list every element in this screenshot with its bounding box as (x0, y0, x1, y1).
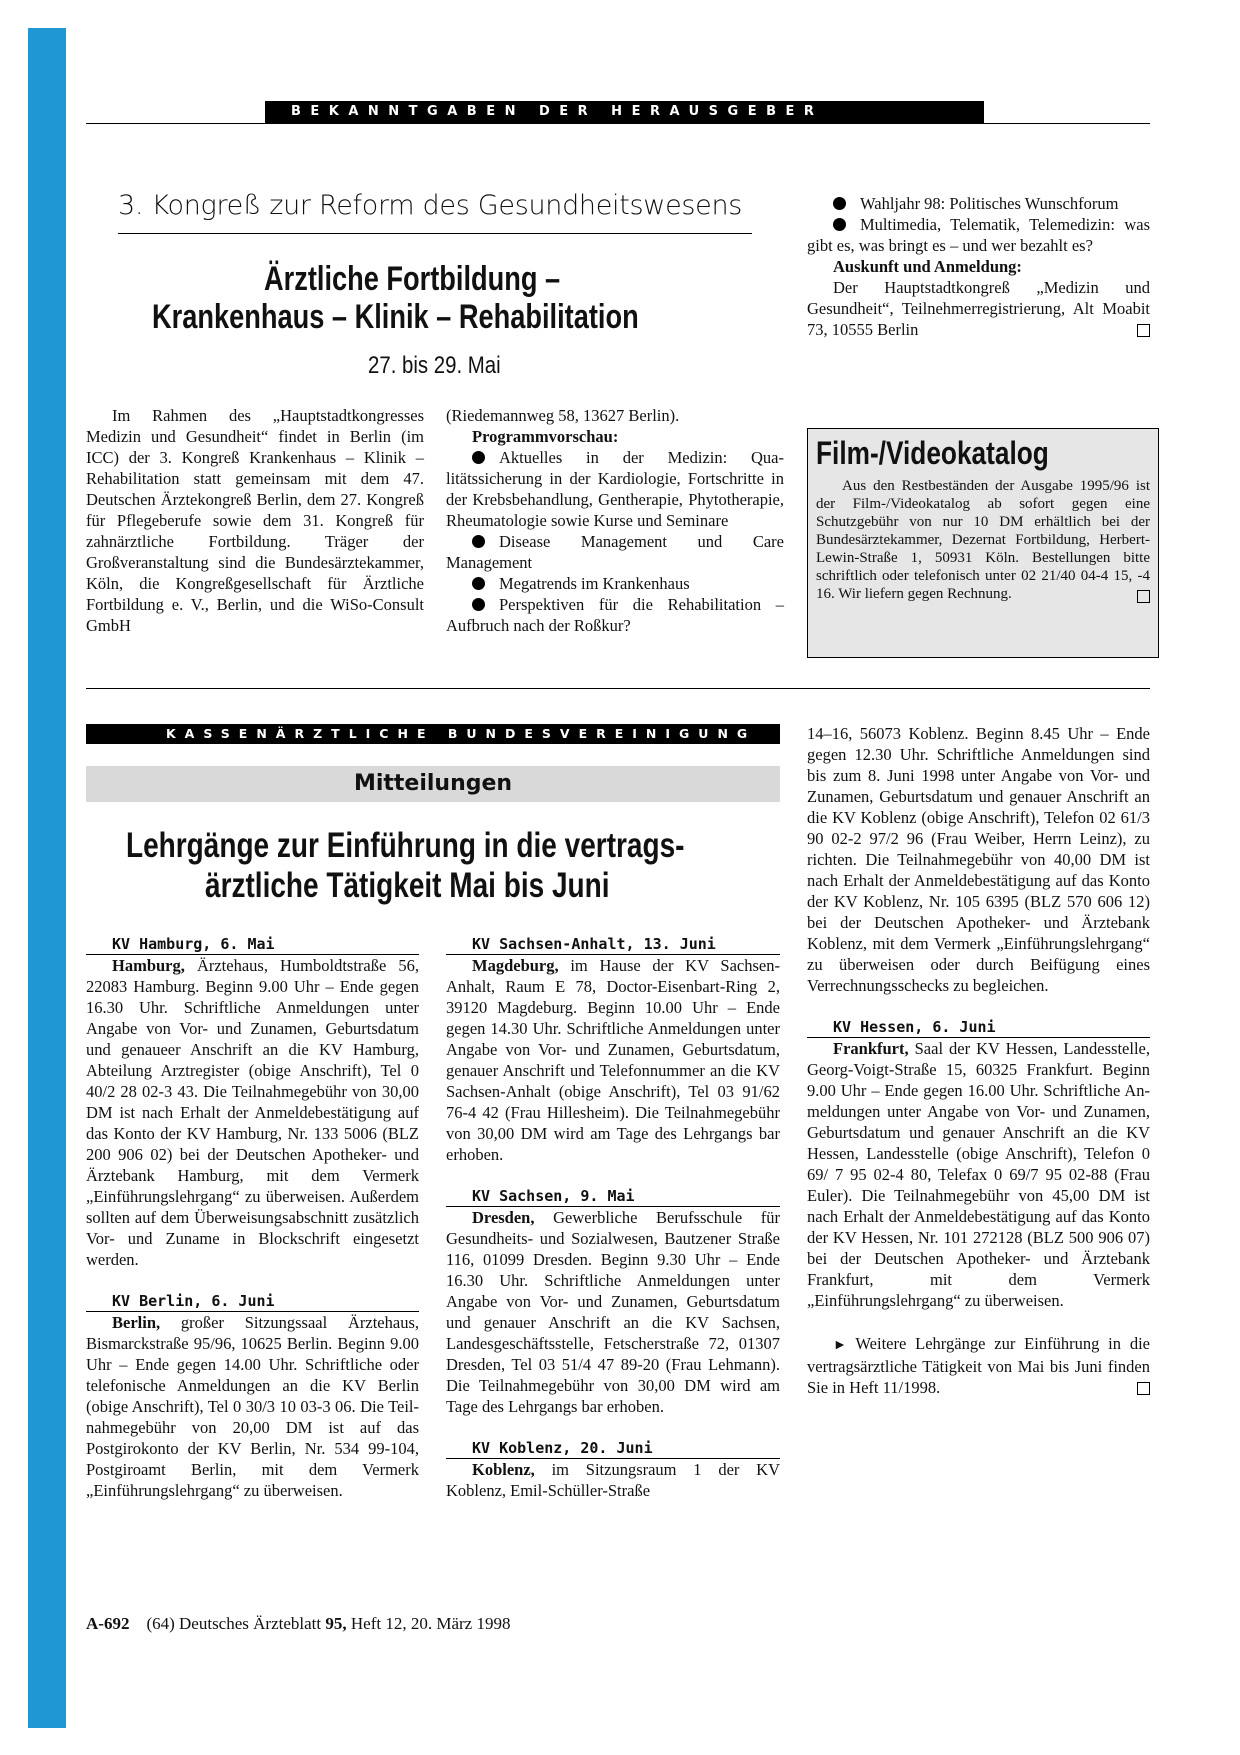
end-mark-icon (1137, 324, 1150, 337)
page-edge-bar (28, 28, 66, 1728)
program-item: Perspektiven für die Rehabilitation – Aufbruch nach der Roßkur? (446, 595, 784, 635)
end-mark-icon (1137, 590, 1150, 603)
kv-hessen-heading: KV Hessen, 6. Juni (807, 1018, 1150, 1038)
contact-text: Der Hauptstadtkongreß „Medizin und Gesundheit“, Teilnehmerregistrierung, Alt Moabit 73, 10555 Berlin (807, 278, 1150, 339)
article-kicker: 3. Kongreß zur Reform des Gesundheitswesens (118, 190, 743, 221)
program-item: Aktuelles in der Medizin: Qualitätssicherung in der Kardiologie, Fortschritte in der Krebsbehandlung, Gentherapie, Phytotherapie, Rheumatologie sowie Kurse und Seminare (446, 448, 784, 530)
journal-name: (64) Deutsches Ärzteblatt (146, 1614, 326, 1633)
bullet-icon (472, 451, 485, 464)
kv-koblenz-text: Koblenz, im Sitzungsraum 1 der KV Koblenz, Emil-Schüller-Straße (446, 1460, 780, 1500)
header-rule (86, 123, 1150, 124)
kbv-header-bar (86, 724, 780, 744)
article-title-line2: Krankenhaus – Klinik – Rehabilitation (152, 298, 639, 336)
kbv-title-line1: Lehrgänge zur Einführung in die vertrags- (126, 826, 685, 865)
kbv-column-2 (446, 935, 780, 1501)
journal-volume: 95, (325, 1614, 347, 1633)
program-heading: Programmvorschau: (472, 427, 619, 446)
kbv-column-1 (86, 935, 419, 1501)
venue-address: (Riedemannweg 58, 13627 Berlin). (446, 406, 680, 425)
top-column-1 (86, 405, 424, 636)
film-catalog-box (807, 428, 1159, 658)
article-dates: 27. bis 29. Mai (368, 352, 501, 379)
program-item: Megatrends im Krankenhaus (446, 573, 784, 594)
arrow-right-icon: ► (833, 1338, 847, 1353)
bullet-icon (472, 598, 485, 611)
section-divider (86, 688, 1150, 689)
kv-berlin-heading: KV Berlin, 6. Juni (86, 1292, 419, 1312)
bullet-icon (833, 218, 846, 231)
kv-berlin-text: Berlin, großer Sitzungssaal Ärztehaus, Bismarckstraße 95/96, 10625 Berlin. Beginn 9.00 Uhr – Ende gegen 14.00 Uhr. Schriftliche oder telefonische Anmeldungen an die KV Berlin (obige Anschrift), Tel 0 30/3 10 03-3 06. Die Teilnahmegebühr von 20,00 DM ist auf das Postgirokonto der KV Berlin, Nr. 534 99-104, Postgiroamt Berlin, mit dem Vermerk „Einführungslehrgang“ zu überweisen. (86, 1313, 419, 1500)
bullet-icon (833, 197, 846, 210)
kv-sachsen-heading: KV Sachsen, 9. Mai (446, 1187, 780, 1207)
bullet-icon (472, 577, 485, 590)
film-catalog-title: Film-/Videokatalog (816, 435, 1049, 471)
kbv-header-text: KASSENÄRZTLICHE BUNDESVEREINIGUNG (166, 726, 757, 741)
kbv-title-line2: ärztliche Tätigkeit Mai bis Juni (205, 866, 610, 905)
end-mark-icon (1137, 1382, 1150, 1395)
bullet-icon (472, 535, 485, 548)
kv-sachsen-anhalt-heading: KV Sachsen-Anhalt, 13. Juni (446, 935, 780, 955)
journal-issue: Heft 12, 20. März 1998 (346, 1614, 511, 1633)
kv-koblenz-text-cont: 14–16, 56073 Koblenz. Beginn 8.45 Uhr – Ende gegen 12.30 Uhr. Schriftliche Anmeldungen sind bis zum 8. Juni 1998 unter Angabe von Vor- und Zunamen, Geburtsdatum und genauer Anschrift an die KV Koblenz (obige Anschrift), Telefon 02 61/3 90 02-2 97/2 96 (Frau Weiber, Herrn Leinz), zu richten. Die Teilnahmegebühr von 40,00 DM ist nach Erhalt der Anmeldebestätigung auf das Konto der KV Koblenz, Nr. 105 6395 (BLZ 570 606 12) bei der Deutschen Apotheker- und Ärztebank Koblenz, mit dem Vermerk „Einführungslehrgang“ zu überweisen oder durch Beifügung eines Verrechnungsschecks zu begleichen. (807, 724, 1150, 995)
kicker-rule (118, 233, 752, 234)
top-column-3 (807, 193, 1150, 340)
kbv-subhead: Mitteilungen (86, 766, 780, 802)
kv-sachsen-text: Dresden, Gewerbliche Berufsschule für Gesundheits- und Sozialwesen, Bautzener Straße 116, 01099 Dresden. Beginn 9.30 Uhr – Ende 16.30 Uhr. Schriftliche Anmeldungen unter Angabe von Vor- und Zunamen, Geburtsdatum und genauer Anschrift an die KV Sachsen, Landesgeschäftsstelle, Fetscherstraße 72, 01307 Dresden, Tel 03 51/4 47 89-20 (Frau Lehmann). Die Teilnahmegebühr von 30,00 DM wird am Tage des Lehrgangs bar erhoben. (446, 1208, 780, 1416)
program-item: Disease Management und Care Management (446, 532, 784, 572)
kv-koblenz-heading: KV Koblenz, 20. Juni (446, 1439, 780, 1459)
kv-hamburg-heading: KV Hamburg, 6. Mai (86, 935, 419, 955)
program-item: Multimedia, Telematik, Telemedizin: was gibt es, was bringt es – und wer bezahlt es? (807, 215, 1150, 255)
article-title-line1: Ärztliche Fortbildung – (264, 260, 561, 298)
top-column-2 (446, 405, 784, 636)
kv-sachsen-anhalt-text: Magdeburg, im Hause der KV Sachsen-Anhalt, Raum E 78, Doctor-Eisenbart-Ring 2, 39120 Magdeburg. Beginn 10.00 Uhr – Ende gegen 14.30 Uhr. Schriftliche Anmeldungen unter Angabe von Vor- und Zunamen, Geburtsdatum, genauer Anschrift und Telefonnummer an die KV Sachsen-Anhalt (obige Anschrift), Tel 03 91/62 76-4 42 (Frau Hillesheim). Die Teilnahmegebühr von 30,00 DM wird am Tage des Lehrgangs bar erhoben. (446, 956, 780, 1164)
section-header-text: BEKANNTGABEN DER HERAUSGEBER (291, 104, 824, 119)
film-catalog-text: Aus den Restbeständen der Ausgabe 1995/96 ist der Film-/Videokatalog ab sofort gegen eine Schutzgebühr von nur 10 DM erhältlich bei der Bundesärztekammer, Dezernat Fortbildung, Herbert-Lewin-Straße 1, 50931 Köln. Bestellungen bitte schriftlich oder telefonisch unter 02 21/40 04-4 15, -4 16. Wir liefern gegen Rechnung. (816, 478, 1150, 602)
section-header-bar (265, 101, 984, 123)
page-number: A-692 (86, 1614, 130, 1633)
kbv-column-3 (807, 723, 1150, 1398)
program-item: Wahljahr 98: Politisches Wunschforum (807, 193, 1150, 214)
more-courses-note: ► Weitere Lehrgänge zur Einführung in die vertragsärztliche Tätigkeit von Mai bis Juni finden Sie in Heft 11/1998. (807, 1334, 1150, 1397)
kv-hessen-text: Frankfurt, Saal der KV Hessen, Landesstelle, Georg-Voigt-Straße 15, 60325 Frankfurt. Beginn 9.00 Uhr – Ende gegen 16.00 Uhr. Schriftliche Anmeldungen unter Angabe von Vor- und Zunamen, Geburtsdatum und genauer Anschrift an die KV Hessen, Landesstelle (obige Anschrift), Telefon 0 69/ 7 95 02-4 80, Telefax 0 69/7 95 02-88 (Frau Euler). Die Teilnahmegebühr von 45,00 DM ist nach Erhalt der Anmeldebestätigung auf das Konto der KV Hessen, Nr. 101 272128 (BLZ 500 906 07) bei der Deutschen Apotheker- und Ärztebank Frankfurt, mit dem Vermerk „Einführungslehrgang“ zu überweisen. (807, 1039, 1150, 1310)
kv-hamburg-text: Hamburg, Ärztehaus, Humboldtstraße 56, 22083 Hamburg. Beginn 9.00 Uhr – Ende gegen 16.30 Uhr. Schriftliche Anmeldungen unter Angabe von Vor- und Zunamen, Geburtsdatum und genaueer Anschrift an die KV Hamburg, Abteilung Arztregister (obige Anschrift), Tel 0 40/2 28 02-3 43. Die Teilnahmegebühr von 30,00 DM ist nach Erhalt der Anmeldebestätigung auf das Konto der KV Hamburg, Nr. 133 5006 (BLZ 200 906 02) bei der Deutschen Apotheker- und Ärztebank Hamburg, mit dem Vermerk „Einführungslehrgang“ zu überweisen. Außerdem sollten auf dem Überweisungsabschnitt zusätzlich Vor- und Zuname in Blockschrift eingesetzt werden. (86, 956, 419, 1269)
contact-heading: Auskunft und Anmeldung: (833, 257, 1022, 276)
intro-paragraph: Im Rahmen des „Hauptstadtkongresses Medizin und Gesundheit“ findet in Berlin (im ICC) der 3. Kongreß Krankenhaus – Klinik – Rehabilitation statt gemeinsam mit dem 47. Deutschen Ärztekongreß Berlin, dem 27. Kongreß für Pflegeberufe sowie dem 31. Kongreß für zahnärztliche Fortbildung. Träger der Großveranstaltung sind die Bundesärztekammer, Köln, die Kongreßgesellschaft für Ärztliche Fortbildung e. V., Berlin, und die WiSo-Consult GmbH (86, 406, 424, 635)
page-footer (86, 1614, 510, 1634)
